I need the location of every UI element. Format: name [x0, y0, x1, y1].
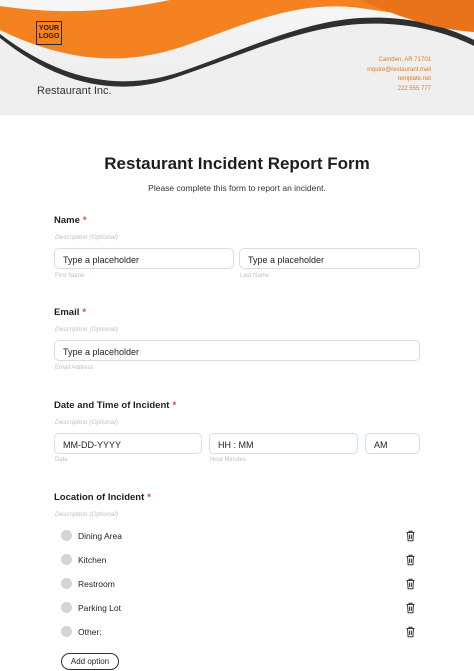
- trash-icon[interactable]: [405, 601, 416, 619]
- company-name: Restaurant Inc.: [37, 85, 112, 97]
- time-input[interactable]: HH : MM: [209, 433, 358, 454]
- contact-website: template.net: [397, 76, 431, 83]
- location-option-dining-area[interactable]: [60, 529, 420, 543]
- name-question-label: [54, 215, 87, 226]
- radio-button[interactable]: [61, 554, 72, 565]
- location-option-parking-lot[interactable]: [60, 601, 420, 615]
- trash-icon[interactable]: [405, 625, 416, 643]
- contact-info: [367, 56, 431, 95]
- add-option-button[interactable]: Add option: [61, 653, 119, 670]
- trash-icon[interactable]: [405, 553, 416, 571]
- location-option-other[interactable]: [60, 625, 420, 639]
- contact-email: inquire@restaurant.mail: [367, 66, 431, 73]
- datetime-description: Description (Optional): [55, 419, 118, 426]
- radio-button[interactable]: [61, 578, 72, 589]
- ampm-select[interactable]: AM: [365, 433, 420, 454]
- date-hint: Date: [55, 457, 68, 463]
- contact-phone: 222 555 777: [397, 86, 431, 93]
- required-marker: *: [172, 400, 177, 411]
- form-title: Restaurant Incident Report Form: [104, 154, 370, 173]
- email-hint: Email Address: [55, 365, 94, 371]
- datetime-question-label: [54, 400, 176, 411]
- email-label-text: Email: [54, 307, 80, 318]
- required-marker: *: [82, 307, 87, 318]
- first-name-input[interactable]: Type a placeholder: [54, 248, 234, 269]
- name-description: Description (Optional): [55, 234, 118, 241]
- last-name-hint: Last Name: [240, 273, 270, 279]
- location-question-label: [54, 492, 151, 503]
- required-marker: *: [82, 215, 87, 226]
- first-name-hint: First Name: [55, 273, 85, 279]
- last-name-input[interactable]: Type a placeholder: [239, 248, 420, 269]
- location-option-kitchen[interactable]: [60, 553, 420, 567]
- email-input[interactable]: Type a placeholder: [54, 340, 420, 361]
- option-label: Parking Lot: [78, 603, 121, 613]
- trash-icon[interactable]: [405, 529, 416, 547]
- form-subtitle: Please complete this form to report an incident.: [148, 183, 326, 193]
- time-hint: Hour Minutes: [210, 457, 246, 463]
- option-label: Dining Area: [78, 531, 122, 541]
- location-label-text: Location of Incident: [54, 492, 145, 503]
- date-input[interactable]: MM-DD-YYYY: [54, 433, 202, 454]
- contact-address: Camden, AR 71701: [378, 57, 431, 63]
- option-label: Other:: [78, 627, 102, 637]
- radio-button[interactable]: [61, 530, 72, 541]
- option-label: Kitchen: [78, 555, 107, 565]
- datetime-label-text: Date and Time of Incident: [54, 400, 170, 411]
- radio-button[interactable]: [61, 626, 72, 637]
- name-label-text: Name: [54, 215, 80, 226]
- option-label: Restroom: [78, 579, 115, 589]
- required-marker: *: [147, 492, 151, 503]
- location-description: Description (Optional): [55, 511, 118, 518]
- radio-button[interactable]: [61, 602, 72, 613]
- trash-icon[interactable]: [405, 577, 416, 595]
- email-description: Description (Optional): [55, 326, 118, 333]
- email-question-label: [54, 307, 86, 318]
- location-option-restroom[interactable]: [60, 577, 420, 591]
- logo-placeholder: YOUR LOGO: [36, 21, 62, 45]
- page-header: [0, 0, 474, 115]
